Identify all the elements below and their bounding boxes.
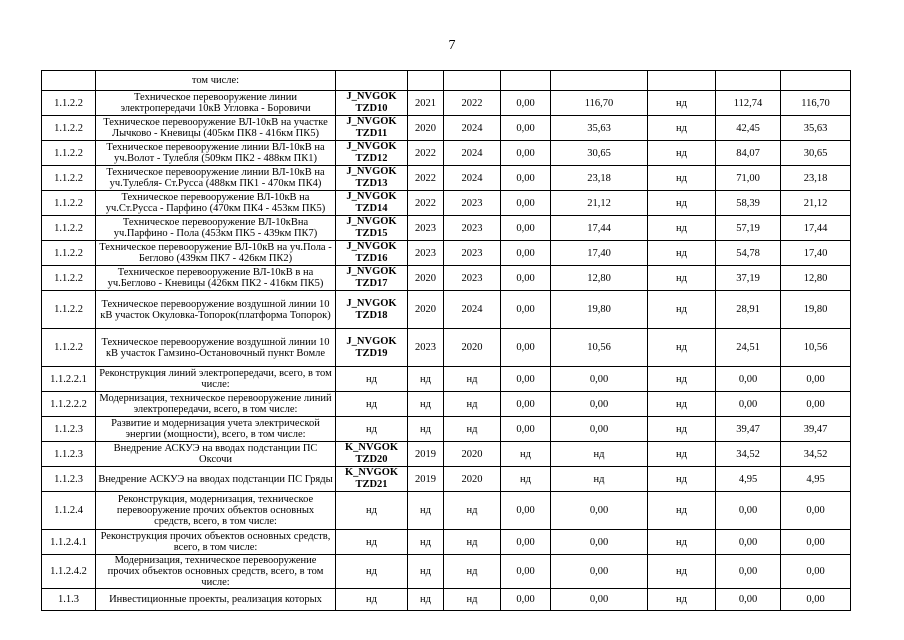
value-5: 116,70	[781, 91, 851, 116]
item-name: Развитие и модернизация учета электрической энергии (мощности), всего, в том числе:	[96, 417, 336, 442]
value-5: 30,65	[781, 141, 851, 166]
table-row	[42, 291, 851, 329]
item-name: Техническое перевооружение воздушной линии 10 кВ участок Гамзино-Остановочный пункт Вомле	[96, 329, 336, 367]
item-name: Техническое перевооружение линии ВЛ-10кВ на уч.Волот - Тулебля (509км ПК2 - 488км ПК1)	[96, 141, 336, 166]
item-name: Техническое перевооружение ВЛ-10кВ в на уч.Беглово - Кневицы (426км ПК2 - 416км ПК5)	[96, 266, 336, 291]
value-3: нд	[648, 241, 716, 266]
start-year: 2022	[408, 191, 444, 216]
item-name: Реконструкция линий электропередачи, всего, в том числе:	[96, 367, 336, 392]
row-number: 1.1.2.2	[42, 191, 96, 216]
value-2: 0,00	[551, 392, 648, 417]
table-row	[42, 116, 851, 141]
row-number: 1.1.2.2	[42, 141, 96, 166]
project-code: J_NVGOK TZD13	[336, 166, 408, 191]
project-code: J_NVGOK TZD16	[336, 241, 408, 266]
value-4: 0,00	[716, 530, 781, 555]
value-5: 19,80	[781, 291, 851, 329]
project-code	[336, 71, 408, 91]
item-name: Реконструкция, модернизация, техническое перевооружение прочих объектов основных средств, всего, в том числе:	[96, 492, 336, 530]
start-year: 2023	[408, 216, 444, 241]
start-year: нд	[408, 367, 444, 392]
row-number: 1.1.2.2	[42, 216, 96, 241]
value-2: 0,00	[551, 492, 648, 530]
row-number: 1.1.2.3	[42, 417, 96, 442]
value-2: 0,00	[551, 589, 648, 611]
value-3: нд	[648, 555, 716, 589]
end-year: нд	[444, 589, 501, 611]
item-name: Модернизация, техническое перевооружение прочих объектов основных средств, всего, в том числе:	[96, 555, 336, 589]
value-3: нд	[648, 216, 716, 241]
row-number: 1.1.2.2	[42, 116, 96, 141]
value-4: 58,39	[716, 191, 781, 216]
value-2: 21,12	[551, 191, 648, 216]
value-4: 4,95	[716, 467, 781, 492]
project-code: J_NVGOK TZD10	[336, 91, 408, 116]
table-row	[42, 530, 851, 555]
row-number: 1.1.2.2	[42, 291, 96, 329]
value-3	[648, 71, 716, 91]
table-row	[42, 467, 851, 492]
value-5: 0,00	[781, 589, 851, 611]
table-row	[42, 266, 851, 291]
item-name: Техническое перевооружение линии ВЛ-10кВ на уч.Тулебля- Ст.Русса (488км ПК1 - 470км ПК4)	[96, 166, 336, 191]
project-code: нд	[336, 530, 408, 555]
item-name: Реконструкция прочих объектов основных средств, всего, в том числе:	[96, 530, 336, 555]
value-2: 35,63	[551, 116, 648, 141]
start-year: 2022	[408, 141, 444, 166]
start-year: нд	[408, 417, 444, 442]
value-3: нд	[648, 141, 716, 166]
end-year: 2020	[444, 329, 501, 367]
value-1: 0,00	[501, 266, 551, 291]
item-name: Модернизация, техническое перевооружение линий электропередачи, всего, в том числе:	[96, 392, 336, 417]
value-5: 17,44	[781, 216, 851, 241]
item-name: том числе:	[96, 71, 336, 91]
item-name: Инвестиционные проекты, реализация которых	[96, 589, 336, 611]
row-number: 1.1.2.2.2	[42, 392, 96, 417]
value-2	[551, 71, 648, 91]
end-year: нд	[444, 367, 501, 392]
table-row	[42, 91, 851, 116]
value-2: 30,65	[551, 141, 648, 166]
item-name: Техническое перевооружение ВЛ-10кВ на участке Лычково - Кневицы (405км ПК8 - 416км ПК5)	[96, 116, 336, 141]
start-year: нд	[408, 392, 444, 417]
table-row	[42, 589, 851, 611]
table-row	[42, 191, 851, 216]
value-5: 0,00	[781, 392, 851, 417]
start-year: нд	[408, 530, 444, 555]
value-2: 116,70	[551, 91, 648, 116]
value-2: 0,00	[551, 555, 648, 589]
value-3: нд	[648, 530, 716, 555]
table-row	[42, 141, 851, 166]
start-year: 2020	[408, 266, 444, 291]
project-code: J_NVGOK TZD19	[336, 329, 408, 367]
table-row	[42, 367, 851, 392]
table-row	[42, 241, 851, 266]
table-row	[42, 216, 851, 241]
value-1: 0,00	[501, 166, 551, 191]
end-year: нд	[444, 392, 501, 417]
value-4: 54,78	[716, 241, 781, 266]
project-code: J_NVGOK TZD15	[336, 216, 408, 241]
value-1: 0,00	[501, 241, 551, 266]
value-5: 0,00	[781, 367, 851, 392]
end-year: нд	[444, 417, 501, 442]
value-5: 21,12	[781, 191, 851, 216]
value-3: нд	[648, 492, 716, 530]
table-row	[42, 166, 851, 191]
project-code: нд	[336, 392, 408, 417]
project-code: нд	[336, 367, 408, 392]
value-4: 0,00	[716, 589, 781, 611]
value-1: 0,00	[501, 555, 551, 589]
project-code: K_NVGOK TZD21	[336, 467, 408, 492]
value-3: нд	[648, 367, 716, 392]
end-year: 2023	[444, 241, 501, 266]
end-year: нд	[444, 555, 501, 589]
value-1	[501, 71, 551, 91]
value-1: 0,00	[501, 417, 551, 442]
value-3: нд	[648, 442, 716, 467]
start-year: 2020	[408, 291, 444, 329]
value-2: 0,00	[551, 367, 648, 392]
project-code: J_NVGOK TZD11	[336, 116, 408, 141]
value-4: 34,52	[716, 442, 781, 467]
end-year: 2024	[444, 291, 501, 329]
row-number: 1.1.2.2.1	[42, 367, 96, 392]
end-year: 2024	[444, 116, 501, 141]
value-5: 4,95	[781, 467, 851, 492]
value-3: нд	[648, 589, 716, 611]
item-name: Техническое перевооружение линии электропередачи 10кВ Угловка - Боровичи	[96, 91, 336, 116]
value-3: нд	[648, 417, 716, 442]
value-5: 35,63	[781, 116, 851, 141]
row-number: 1.1.2.2	[42, 329, 96, 367]
value-3: нд	[648, 91, 716, 116]
start-year: нд	[408, 492, 444, 530]
value-3: нд	[648, 266, 716, 291]
value-1: 0,00	[501, 367, 551, 392]
table-row	[42, 555, 851, 589]
table-row	[42, 417, 851, 442]
table-row	[42, 71, 851, 91]
value-2: 17,44	[551, 216, 648, 241]
value-4: 84,07	[716, 141, 781, 166]
table-row	[42, 442, 851, 467]
project-code: J_NVGOK TZD12	[336, 141, 408, 166]
value-2: 23,18	[551, 166, 648, 191]
value-5: 0,00	[781, 555, 851, 589]
project-code: J_NVGOK TZD17	[336, 266, 408, 291]
value-1: 0,00	[501, 329, 551, 367]
value-4: 39,47	[716, 417, 781, 442]
end-year: 2023	[444, 191, 501, 216]
row-number: 1.1.2.2	[42, 91, 96, 116]
end-year	[444, 71, 501, 91]
value-4: 71,00	[716, 166, 781, 191]
row-number: 1.1.2.4	[42, 492, 96, 530]
value-3: нд	[648, 291, 716, 329]
start-year: нд	[408, 589, 444, 611]
value-4: 112,74	[716, 91, 781, 116]
value-1: 0,00	[501, 91, 551, 116]
end-year: нд	[444, 492, 501, 530]
value-2: нд	[551, 442, 648, 467]
value-4: 57,19	[716, 216, 781, 241]
value-4: 37,19	[716, 266, 781, 291]
value-4: 0,00	[716, 367, 781, 392]
value-1: 0,00	[501, 141, 551, 166]
value-5: 34,52	[781, 442, 851, 467]
table-row	[42, 392, 851, 417]
investment-table	[41, 70, 851, 611]
end-year: нд	[444, 530, 501, 555]
value-2: 19,80	[551, 291, 648, 329]
row-number: 1.1.2.2	[42, 241, 96, 266]
item-name: Техническое перевооружение воздушной линии 10 кВ участок Окуловка-Топорок(платформа Топорок)	[96, 291, 336, 329]
end-year: 2023	[444, 266, 501, 291]
value-5: 12,80	[781, 266, 851, 291]
value-5: 23,18	[781, 166, 851, 191]
value-1: 0,00	[501, 530, 551, 555]
row-number: 1.1.2.3	[42, 467, 96, 492]
row-number: 1.1.2.4.2	[42, 555, 96, 589]
value-5	[781, 71, 851, 91]
value-2: 0,00	[551, 417, 648, 442]
row-number: 1.1.3	[42, 589, 96, 611]
value-4: 0,00	[716, 492, 781, 530]
value-3: нд	[648, 166, 716, 191]
start-year	[408, 71, 444, 91]
start-year: 2021	[408, 91, 444, 116]
start-year: 2023	[408, 241, 444, 266]
end-year: 2023	[444, 216, 501, 241]
value-3: нд	[648, 392, 716, 417]
value-1: нд	[501, 467, 551, 492]
value-1: 0,00	[501, 216, 551, 241]
end-year: 2024	[444, 141, 501, 166]
end-year: 2020	[444, 467, 501, 492]
item-name: Внедрение АСКУЭ на вводах подстанции ПС Оксочи	[96, 442, 336, 467]
value-1: 0,00	[501, 191, 551, 216]
value-4	[716, 71, 781, 91]
value-1: 0,00	[501, 392, 551, 417]
value-5: 10,56	[781, 329, 851, 367]
project-code: нд	[336, 417, 408, 442]
start-year: 2019	[408, 467, 444, 492]
end-year: 2022	[444, 91, 501, 116]
project-code: нд	[336, 492, 408, 530]
start-year: нд	[408, 555, 444, 589]
row-number: 1.1.2.2	[42, 166, 96, 191]
project-code: нд	[336, 555, 408, 589]
value-2: 0,00	[551, 530, 648, 555]
value-4: 0,00	[716, 392, 781, 417]
value-3: нд	[648, 329, 716, 367]
value-2: 17,40	[551, 241, 648, 266]
start-year: 2020	[408, 116, 444, 141]
project-code: J_NVGOK TZD14	[336, 191, 408, 216]
value-3: нд	[648, 116, 716, 141]
row-number: 1.1.2.2	[42, 266, 96, 291]
value-2: нд	[551, 467, 648, 492]
value-2: 10,56	[551, 329, 648, 367]
start-year: 2023	[408, 329, 444, 367]
project-code: J_NVGOK TZD18	[336, 291, 408, 329]
row-number	[42, 71, 96, 91]
item-name: Внедрение АСКУЭ на вводах подстанции ПС Гряды	[96, 467, 336, 492]
value-1: 0,00	[501, 291, 551, 329]
project-code: нд	[336, 589, 408, 611]
value-3: нд	[648, 467, 716, 492]
value-5: 0,00	[781, 530, 851, 555]
value-5: 39,47	[781, 417, 851, 442]
value-1: нд	[501, 442, 551, 467]
start-year: 2019	[408, 442, 444, 467]
end-year: 2024	[444, 166, 501, 191]
value-1: 0,00	[501, 492, 551, 530]
end-year: 2020	[444, 442, 501, 467]
item-name: Техническое перевооружение ВЛ-10кВ на уч.Пола - Беглово (439км ПК7 - 426км ПК2)	[96, 241, 336, 266]
table-row	[42, 329, 851, 367]
value-5: 17,40	[781, 241, 851, 266]
row-number: 1.1.2.3	[42, 442, 96, 467]
table-row	[42, 492, 851, 530]
value-4: 42,45	[716, 116, 781, 141]
project-code: K_NVGOK TZD20	[336, 442, 408, 467]
value-1: 0,00	[501, 589, 551, 611]
value-2: 12,80	[551, 266, 648, 291]
item-name: Техническое перевооружение ВЛ-10кВ на уч.Ст.Русса - Парфино (470км ПК4 - 453км ПК5)	[96, 191, 336, 216]
item-name: Техническое перевооружение ВЛ-10кВна уч.Парфино - Пола (453км ПК5 - 439км ПК7)	[96, 216, 336, 241]
value-3: нд	[648, 191, 716, 216]
row-number: 1.1.2.4.1	[42, 530, 96, 555]
value-4: 24,51	[716, 329, 781, 367]
value-5: 0,00	[781, 492, 851, 530]
start-year: 2022	[408, 166, 444, 191]
page-number: 7	[448, 38, 456, 53]
value-4: 28,91	[716, 291, 781, 329]
value-4: 0,00	[716, 555, 781, 589]
value-1: 0,00	[501, 116, 551, 141]
